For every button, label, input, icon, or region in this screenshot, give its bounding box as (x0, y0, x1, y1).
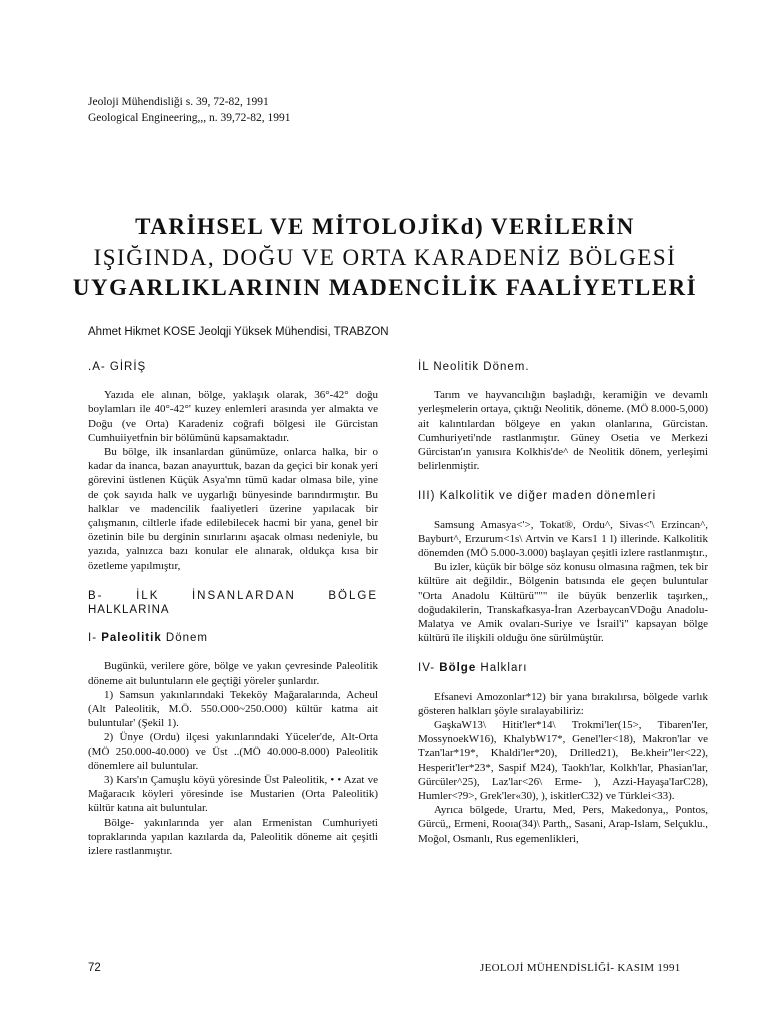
paragraph: 2) Ünye (Ordu) ilçesi yakınlarındaki Yüceler'de, Alt-Orta (MÖ 250.000-40.000) ve Üst ..(MÖ 40.000-8.000) Paleolitik dönemlere ail buluntular. (88, 731, 378, 772)
paragraph: Bu bölge, ilk insanlardan günümüze, onlarca halka, bir o kadar da inanca, bazan anayurttuk, bazan da geçici bir konak yeri görevini üstlenen Küçük Asya'mn tümü kadar olmasa bile, yine de çok sayıda halk ve uygarlığı bünyesinde barındırmıştır. Bu halklar ve madencilik faaliyetleri üzerine yapılacak bir çalışmanın, ciltlerle ifade edilebilecek hacmi bir yana, genel bir özetinin bile bu derginin sınırlarını aşacak olması nedeniyle, bu yazıda, yalnızca bazı konular ele alınarak, oldukça kısa bir özetleme yapılmıştır, (88, 446, 378, 572)
author-line: Ahmet Hikmet KOSE Jeolqji Yüksek Mühendisi, TRABZON (88, 326, 389, 338)
title-line1: TARİHSEL VE MİTOLOJİKd) VERİLERİN (135, 214, 635, 239)
journal-footer: JEOLOJİ MÜHENDİSLİĞİ- KASIM 1991 (480, 962, 681, 974)
paragraph: Samsung Amasya<'>, Tokat®, Ordu^, Sivas<'\ Erzincan^, Bayburt^, Erzurum<1s\ Artvin ve Kars1 1 l) illerinde. Kalkolitik dönemden (MÖ 5.000-3.000) başlayan çeşitli izlere rastlanmıştır., (418, 518, 708, 560)
section-b-heading: B- İLK İNSANLARDAN BÖLGE (88, 589, 378, 602)
subsection-iv-heading: IV- Bölge Halkları (418, 662, 528, 675)
paragraph: Efsanevi Amozonlar*12) bir yana bırakılırsa, bölgede varlık gösteren halkları şöyle sıralayabiliriz: (418, 690, 708, 717)
section-b-heading-cont: HALKLARINA (88, 604, 170, 617)
paragraph: Ayrıca bölgede, Urartu, Med, Pers, Makedonya,, Pontos, Gürcü,, Ermeni, Rooıa(34)\ Parth,, Sasani, Arap-Islam, Selçuklu., Moğol, Osmanlı, Rus egemenlikleri, (418, 804, 708, 845)
journal-header-line1: Jeoloji Mühendisliği s. 39, 72-82, 1991 (88, 96, 269, 108)
subsection-ii-heading: İL Neolitik Dönem. (418, 361, 530, 373)
paragraph: Yazıda ele alınan, bölge, yaklaşık olarak, 36°-42° doğu boylamları ile 40°-42°' kuzey enlemleri arasında yer almakta ve Doğu (ve Orta) Karadeniz coğrafi bölgesi ile Gürcistan Cumhuiiyetfnin bir bölümünü kapsamaktadır. (88, 389, 378, 444)
title-line2: IŞIĞINDA, DOĞU VE ORTA KARADENİZ BÖLGESİ (93, 245, 677, 270)
subsection-iii-heading: III) Kalkolitik ve diğer maden dönemleri (418, 490, 657, 503)
left-column (88, 360, 378, 858)
paragraph: GaşkaW13\ Hitit'ler*14\ Trokmi'ler(15>, Tibaren'Ier, MossynoekW16), KhalybW17*, Genel'ler<18), Makron'lar ve Tzan'lar*19*, Khaldi'ler*20), Drilled21), Be.kheir"ler<22), Hesperit'ler*23*, Saspif M24), Taokh'lar, Kolkh'lar, Phasian'lar, Gürcüler^25), Laz'lar<26\ Erme- ), Azzi-Hayaşa'IarC28), Humler<?9>, Grek'ler«30), ), iskitlerC32) ve Türklei<33). (418, 719, 708, 803)
paragraph: Bölge- yakınlarında yer alan Ermenistan Cumhuriyeti topraklarında yapılan kazılarda da, Paleolitik döneme ait çeşitli izlere rastlanmıştır. (88, 816, 378, 858)
page-number: 72 (88, 962, 101, 974)
paragraph: Bu izler, küçük bir bölge söz konusu olmasına rağmen, tek bir kültüre ait değildir., Bölgenin batısında ele geçen buluntular "Orta Anadolu Kültürü""" ile büyük benzerlik taşırken,, doğudakilerin, Transkafkasya-İran AzerbaycanVDoğu Anadolu-Malatya ve Amik ovaları-Suriye ve İsrail'i" kapsayan bölge kültürü île ilişkili olduğu öne sürülmüştür. (418, 561, 708, 645)
title-line3: UYGARLIKLARININ MADENCİLİK FAALİYETLERİ (72, 275, 698, 300)
paragraph: Tarım ve hayvancılığın başladığı, keramiğin ve devamlı yerleşmelerin ortaya, çıktığı Neolitik, döneme. (MÖ 8.000-5,000) ait kalıntılardan bölgeye en yakın olanlarına, Gürcistan. Cumhuriyeti'nde rastlanmıştır. Güney Osetia ve Merkezi Gürcistan'ın yanısıra Kolkhis'de^ de Neolitik dönem, yerleşimi belirlenmiştir. (418, 389, 708, 473)
subsection-i-heading: I- Paleolitik Dönem (88, 632, 209, 645)
journal-header-line2: Geological Engineering,,, n. 39,72-82, 1991 (88, 112, 291, 124)
paragraph: 3) Kars'ın Çamuşlu köyü yöresinde Üst Paleolitik, • • Azat ve Mağaracık köyleri yöresinde ise Mustarien (Orta Paleolitik) kültür katına ait buluntular. (88, 774, 378, 815)
right-column (418, 360, 708, 846)
paragraph: Bugünkü, verilere göre, bölge ve yakın çevresinde Paleolitik döneme ait buluntuların ele geçtiği yöreler şunlardır. (88, 660, 378, 687)
section-a-heading: .A- GİRİŞ (88, 361, 147, 373)
paragraph: 1) Samsun yakınlarındaki Tekeköy Mağaralarında, Acheul (Alt Paleolitik, M.Ö. 550.O00~250.O00) kültür katma ait buluntular' (Şekil 1). (88, 688, 378, 730)
